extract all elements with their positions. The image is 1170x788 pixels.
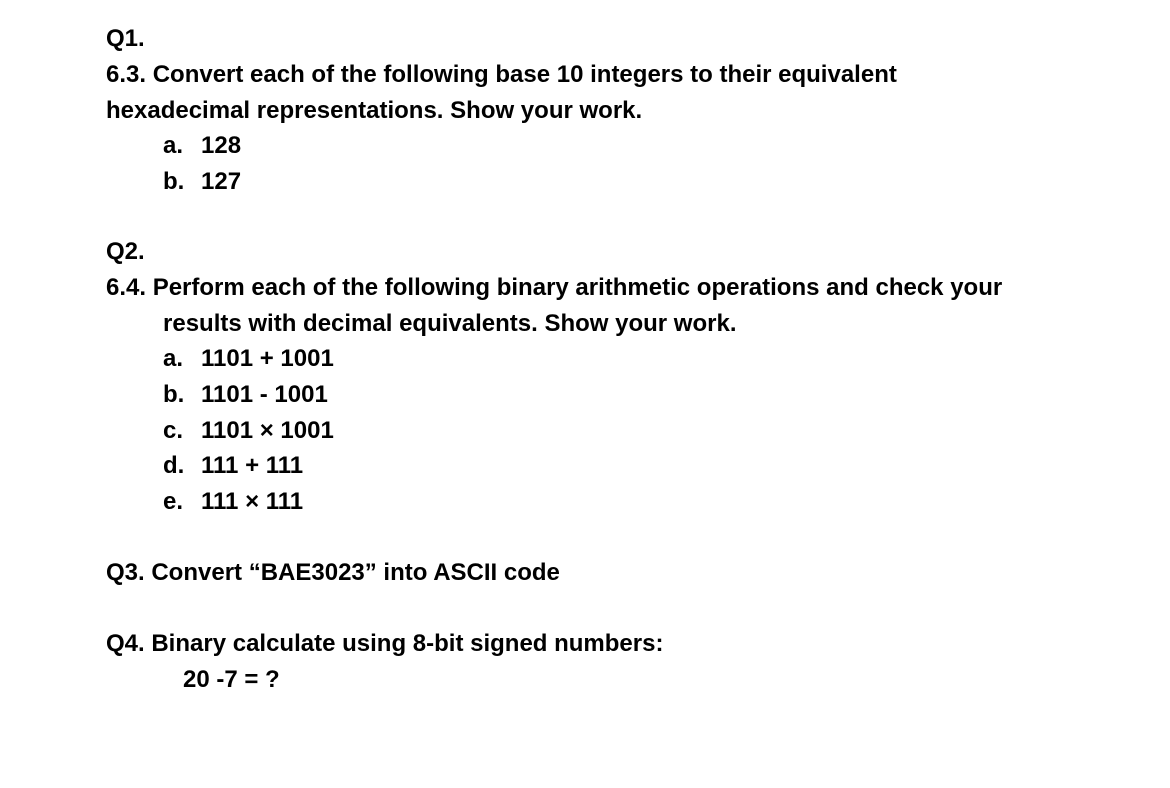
q1-item-b xyxy=(163,167,241,197)
q2-item-a-text: 1101 + 1001 xyxy=(201,345,334,372)
q2-item-e xyxy=(163,487,303,517)
q2-item-b xyxy=(163,380,328,410)
q1-heading: Q1. xyxy=(106,25,145,52)
q2-item-a-letter: a. xyxy=(163,345,184,372)
q1-item-a-text: 128 xyxy=(201,132,242,159)
q2-item-d-letter: d. xyxy=(163,452,185,479)
q2-prompt-line2: results with decimal equivalents. Show your work. xyxy=(163,310,737,337)
q2-item-d-text: 111 + 111 xyxy=(201,452,304,479)
q4-text: Q4. Binary calculate using 8-bit signed numbers: xyxy=(106,630,664,657)
q2-item-b-letter: b. xyxy=(163,381,185,408)
q2-item-c xyxy=(163,416,334,446)
q4-expression: 20 -7 = ? xyxy=(183,666,280,693)
q2-prompt-line1: 6.4. Perform each of the following binary arithmetic operations and check your xyxy=(106,274,1003,301)
q1-prompt-line2: hexadecimal representations. Show your work. xyxy=(106,97,643,124)
q2-item-d xyxy=(163,451,303,481)
q2-heading: Q2. xyxy=(106,238,145,265)
q2-item-c-letter: c. xyxy=(163,417,184,444)
q2-item-a xyxy=(163,344,334,374)
q1-item-b-text: 127 xyxy=(201,168,242,195)
q2-item-e-letter: e. xyxy=(163,488,184,515)
q1-item-a-letter: a. xyxy=(163,132,184,159)
q1-item-b-letter: b. xyxy=(163,168,185,195)
q1-prompt-line1: 6.3. Convert each of the following base 10 integers to their equivalent xyxy=(106,61,897,88)
q1-item-a xyxy=(163,131,241,161)
q2-item-c-text: 1101 × 1001 xyxy=(201,417,334,444)
q2-item-b-text: 1101 - 1001 xyxy=(201,381,328,408)
q2-item-e-text: 111 × 111 xyxy=(201,488,304,515)
q3-text: Q3. Convert “BAE3023” into ASCII code xyxy=(106,559,560,586)
